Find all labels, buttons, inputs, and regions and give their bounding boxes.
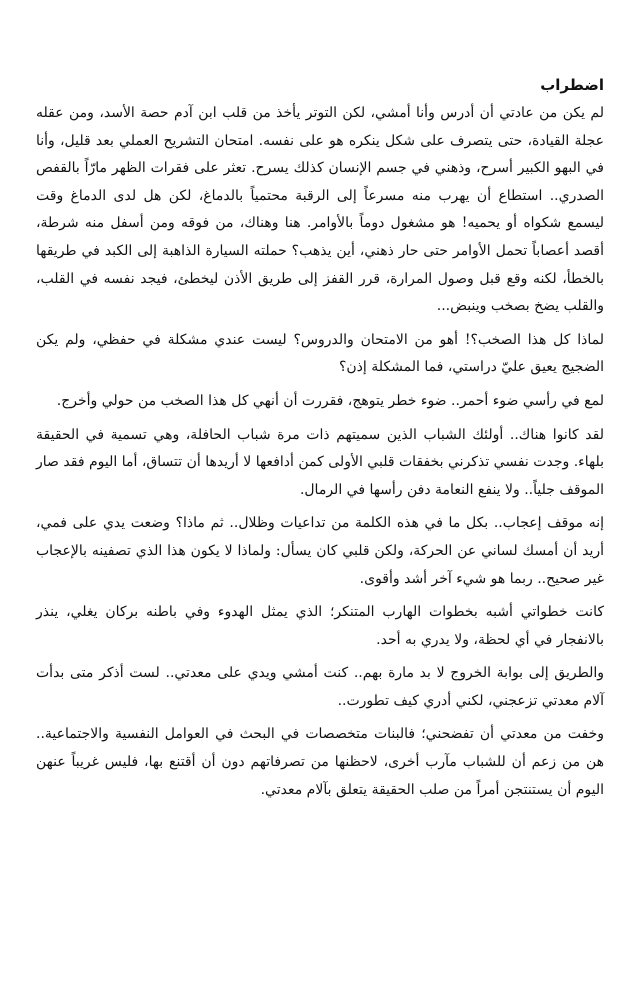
paragraph-5: إنه موقف إعجاب.. بكل ما في هذه الكلمة من تداعيات وظلال.. ثم ماذا؟ وضعت يدي على فمي، أريد أن أمسك لساني عن الحركة، ولكن قلبي كان يسأل: ولماذا لا يكون هذا الذي تصفينه بالإعجاب غير صحيح.. ربما هو شيء آخر أشد وأقوى. — [36, 515, 604, 587]
paragraph-1: لم يكن من عادتي أن أدرس وأنا أمشي، لكن التوتر يأخذ من قلب ابن آدم حصة الأسد، ومن عقله عجلة القيادة، حتى يتصرف على شكل ينكره هو على نفسه. امتحان التشريح العملي بعد قليل، وأنا في البهو الكبير أسرح، وذهني في جسم الإنسان كذلك يسرح. تعثر على فقرات الظهر مارّاً بالقفص الصدري.. استطاع أن يهرب منه مسرعاً إلى الرقبة محتمياً بالدماغ، لكن هل لدى الدماغ وقت ليسمع شكواه أو يحميه! هو مشغول دوماً بالأوامر. هنا وهناك، من فوقه ومن أسفل منه شرطة، أقصد أعصاباً تحمل الأوامر حتى حار ذهني، أين يذهب؟ حملته السيارة الذاهبة إلى الكبد في طريقها بالخطأ، لكنه وقع قبل وصول المرارة، قرر القفز إلى طريق الأذن ليخطئ، فيجد نفسه في القلب، والقلب يضخ بصخب وينبض... — [36, 105, 604, 315]
paragraph-3: لمع في رأسي ضوء أحمر.. ضوء خطر يتوهج، فقررت أن أنهي كل هذا الصخب من حولي وأخرج. — [56, 392, 604, 409]
paragraph-8: وخفت من معدتي أن تفضحني؛ فالبنات متخصصات في البحث في العوامل النفسية والاجتماعية.. هن من زعم أن للشباب مآرب أخرى، لاحظنها من تصرفاتهم دون أن أقتنع بها، فليس غريباً عنهن اليوم أن يستنتجن أمراً من صلب الحقيقة يتعلق بآلام معدتي. — [36, 726, 604, 798]
paragraph-4: لقد كانوا هناك.. أولئك الشباب الذين سميتهم ذات مرة شباب الحافلة، وهي تسمية في الحقيقة بلهاء. وجدت نفسي تذكرني بخفقات قلبي الأولى كمن أدافعها لا أريدها أن تتساق، أما اليوم فقد صار الموقف جلياً.. ولا ينفع النعامة دفن رأسها في الرمال. — [36, 426, 604, 498]
paragraph-7: والطريق إلى بوابة الخروج لا بد مارة بهم.. كنت أمشي ويدي على معدتي.. لست أذكر متى بدأت آلام معدتي تزعجني، لكني أدري كيف تطورت.. — [36, 665, 604, 709]
paragraph-2: لماذا كل هذا الصخب؟! أهو من الامتحان والدروس؟ ليست عندي مشكلة في حفظي، ولم يكن الضجيج يعيق عليّ دراستي، فما المشكلة إذن؟ — [36, 331, 604, 376]
paragraph-6: كانت خطواتي أشبه بخطوات الهارب المتنكر؛ الذي يمثل الهدوء وفي باطنه بركان يغلي، ينذر بالانفجار في أي لحظة، ولا يدري به أحد. — [36, 604, 605, 648]
document-page — [36, 74, 604, 810]
document-title: اضطراب — [540, 76, 604, 94]
